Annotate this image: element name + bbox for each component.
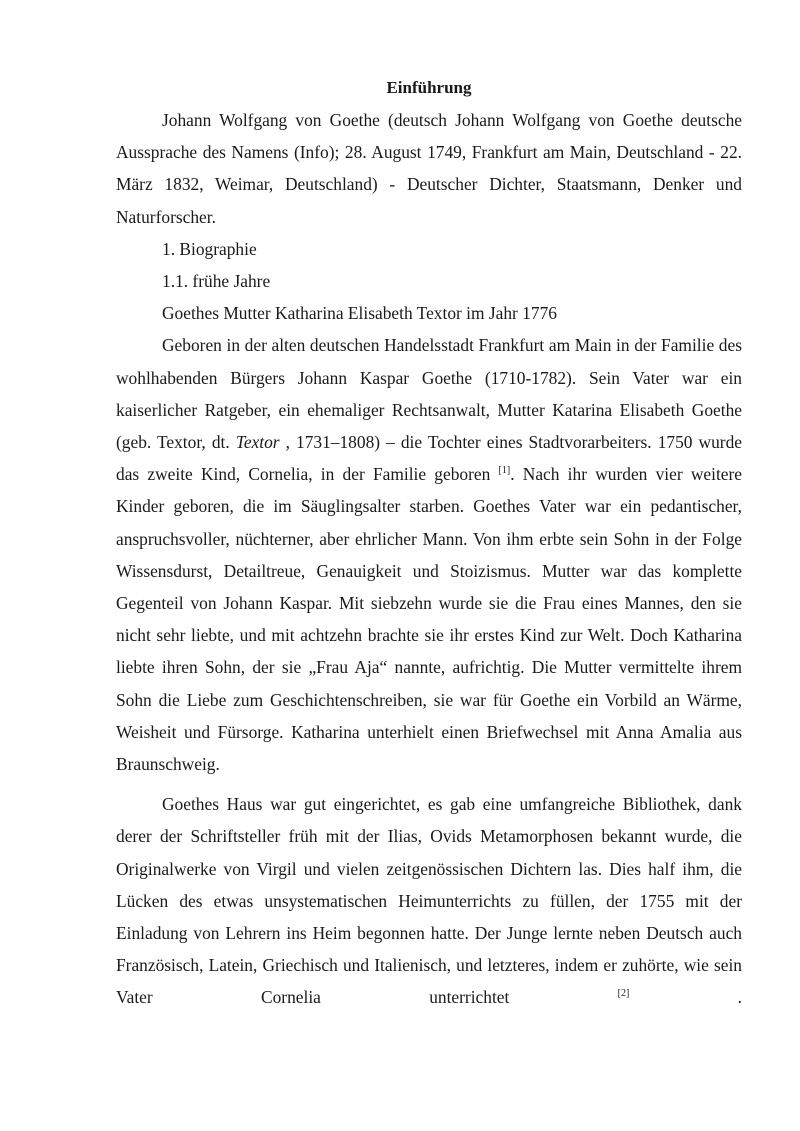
paragraph-text: . Nach ihr wurden vier weitere Kinder geboren, die im Säuglingsalter starben. Goethes Vater war ein pedantischer, anspruchsvoller, nüchterner, aber ehrlicher Mann. Von ihm erbte sein Sohn in der Folge Wissensdurst, Detailtreue, Genauigkeit und Stoizismus. Mutter war das komplette Gegenteil von Johann Kaspar. Mit siebzehn wurde sie die Frau eines Mannes, den sie nicht sehr liebte, und mit achtzehn brachte sie ihr erstes Kind zur Welt. Doch Katharina liebte ihren Sohn, der sie „Frau Aja“ nannte, aufrichtig. Die Mutter vermittelte ihrem Sohn die Liebe zum Geschichtenschreiben, sie war für Goethe ein Vorbild an Wärme, Weisheit und Fürsorge. Katharina unterhielt einen Briefwechsel mit Anna Amalia aus Braunschweig. [116,464,742,775]
section-heading-biography: 1. Biographie [162,238,257,259]
body-paragraph-education [116,788,742,1013]
footnote-ref[interactable]: [2] [617,988,630,1000]
document-page [116,72,742,1014]
paragraph-text: . [629,987,742,1008]
intro-paragraph: Johann Wolfgang von Goethe (deutsch Johann Wolfgang von Goethe deutsche Aussprache des Namens (Info); 28. August 1749, Frankfurt am Main, Deutschland - 22. März 1832, Weimar, Deutschland) - Deutscher Dichter, Staatsmann, Denker und Naturforscher. [116,110,742,227]
paragraph-text: Geboren in der alten deutschen Handelsstadt Frankfurt am Main in der Familie des wohlhabenden Bürgers Johann Kaspar Goethe (1710-1782). Sein Vater war ein kaiserlicher Ratgeber, ein ehemaliger Rechtsanwalt, Mutter Katarina Elisabeth Goethe (geb. Textor, dt. [116,335,742,453]
paragraph-text: Goethes Haus war gut eingerichtet, es gab eine umfangreiche Bibliothek, dank derer der Schriftsteller früh mit der Ilias, Ovids Metamorphosen bekannt wurde, die Originalwerke von Virgil und vielen zeitgenössischen Dichtern las. Dies half ihm, die Lücken des etwas unsystematischen Heimunterrichts zu füllen, der 1755 mit der Einladung von Lehrern ins Heim begonnen hatte. Der Junge lernte neben Deutsch auch Französisch, Latein, Griechisch und Italienisch, und letzteres, indem er zuhörte, wie sein Vater Cornelia unterrichtet [116,794,742,1008]
footnote-ref[interactable]: [1] [498,465,511,477]
document-title: Einführung [386,78,472,97]
body-paragraph-family [116,329,742,780]
italic-term: Textor [235,432,280,453]
paragraph-text: , 1731–1808) – die Tochter eines Stadtvorarbeiters. 1750 wurde das zweite Kind, Cornelia, in der Familie geboren [116,432,742,485]
subsection-heading-early-years: 1.1. frühe Jahre [162,271,271,292]
image-caption: Goethes Mutter Katharina Elisabeth Textor im Jahr 1776 [162,303,557,324]
